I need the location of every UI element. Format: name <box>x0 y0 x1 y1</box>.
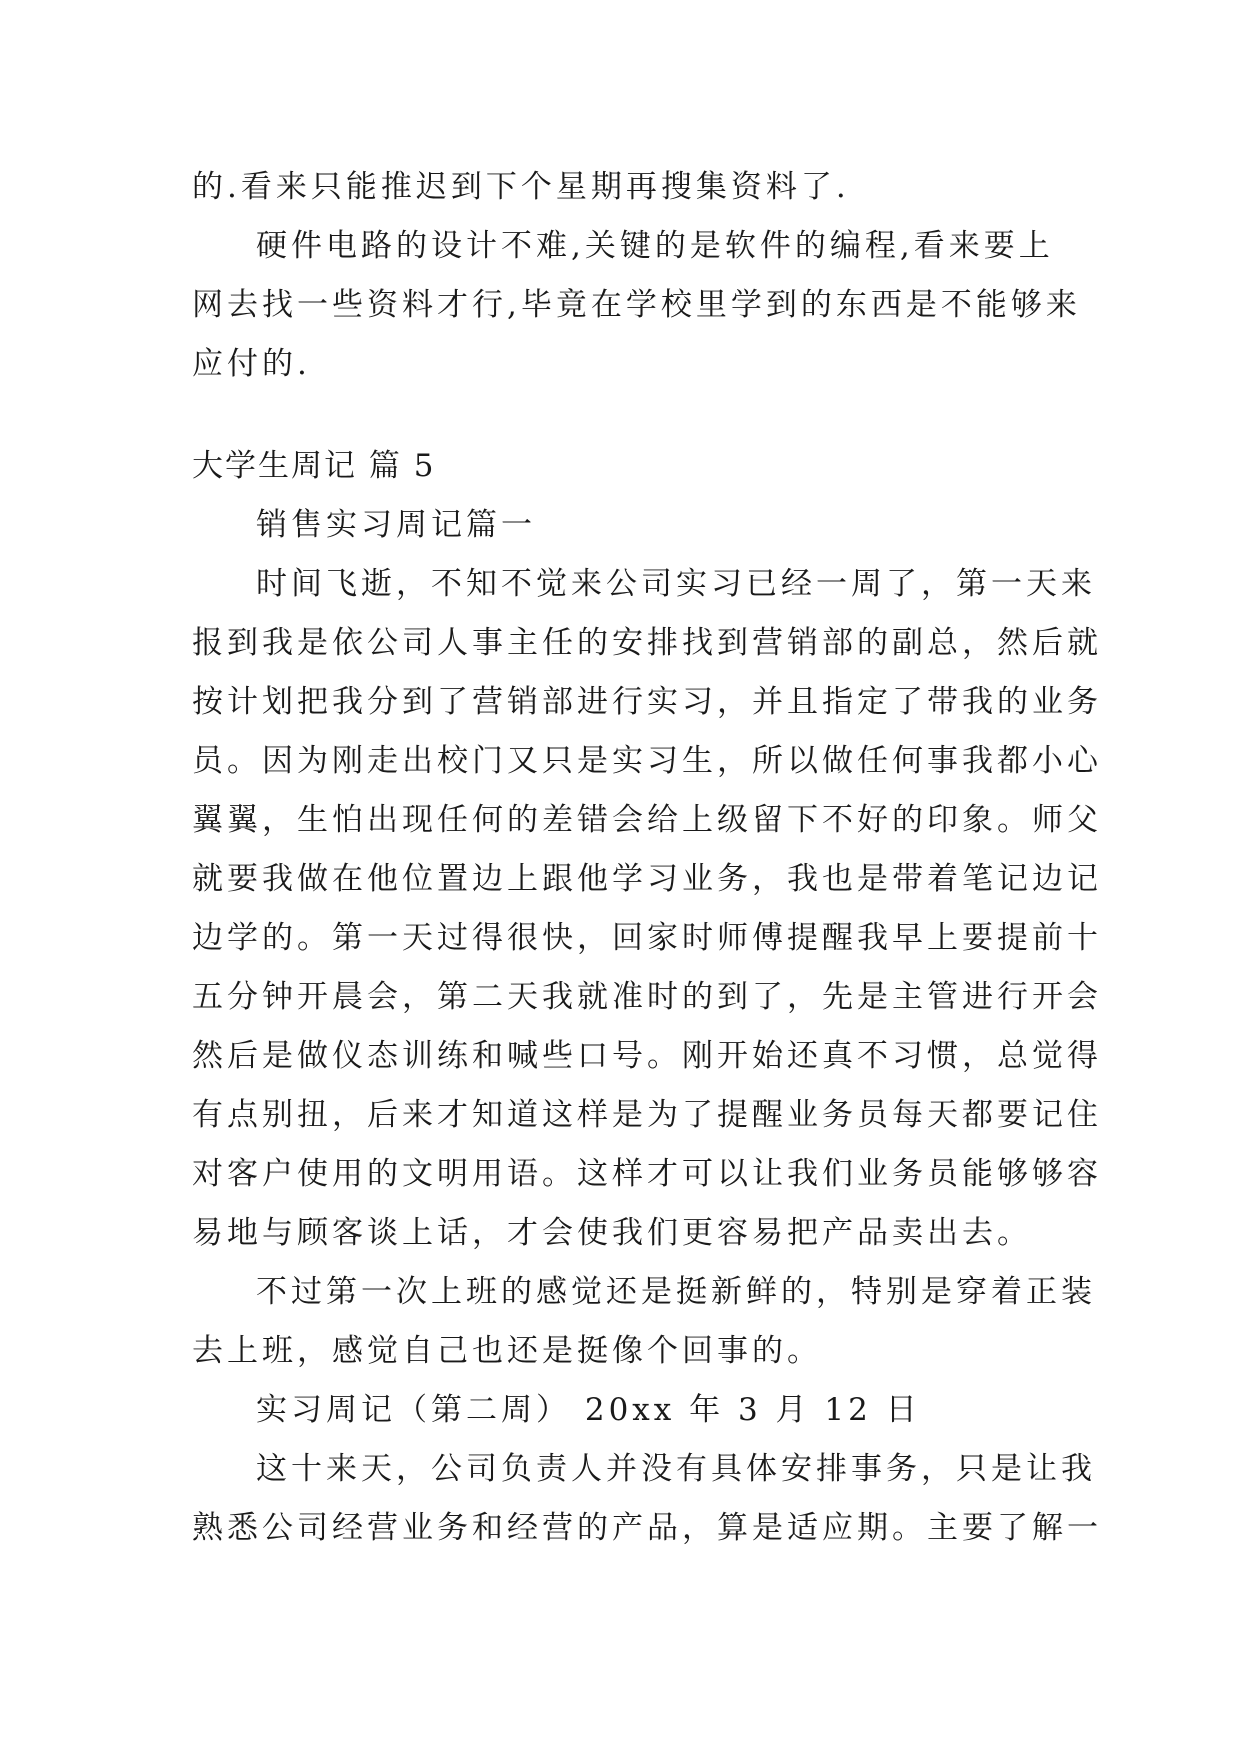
text-line: 去上班，感觉自己也还是挺像个回事的。 <box>192 1333 822 1369</box>
text-line: 的.看来只能推迟到下个星期再搜集资料了. <box>192 169 850 205</box>
text-line: 这十来天，公司负责人并没有具体安排事务，只是让我 <box>256 1451 1096 1487</box>
subtitle: 销售实习周记篇一 <box>256 507 536 543</box>
text-line: 网去找一些资料才行,毕竟在学校里学到的东西是不能够来 <box>192 287 1081 323</box>
section-title: 大学生周记 篇 5 <box>192 448 436 484</box>
text-line: 硬件电路的设计不难,关键的是软件的编程,看来要上 <box>256 228 1054 264</box>
text-line: 不过第一次上班的感觉还是挺新鲜的，特别是穿着正装 <box>256 1274 1096 1310</box>
text-line: 员。因为刚走出校门又只是实习生，所以做任何事我都小心 <box>192 743 1102 779</box>
text-line: 按计划把我分到了营销部进行实习，并且指定了带我的业务 <box>192 684 1102 720</box>
text-line: 报到我是依公司人事主任的安排找到营销部的副总，然后就 <box>192 625 1102 661</box>
text-line: 对客户使用的文明用语。这样才可以让我们业务员能够够容 <box>192 1156 1102 1192</box>
section-spacer <box>192 394 1052 437</box>
week-heading: 实习周记（第二周） 20xx 年 3 月 12 日 <box>256 1392 921 1428</box>
document-page <box>192 158 1102 1558</box>
text-line: 边学的。第一天过得很快，回家时师傅提醒我早上要提前十 <box>192 920 1102 956</box>
text-line: 翼翼，生怕出现任何的差错会给上级留下不好的印象。师父 <box>192 802 1102 838</box>
text-line: 易地与顾客谈上话，才会使我们更容易把产品卖出去。 <box>192 1215 1032 1251</box>
text-line: 有点别扭，后来才知道这样是为了提醒业务员每天都要记住 <box>192 1097 1102 1133</box>
text-line: 应付的. <box>192 346 311 382</box>
text-line: 熟悉公司经营业务和经营的产品，算是适应期。主要了解一 <box>192 1510 1102 1546</box>
text-line: 五分钟开晨会，第二天我就准时的到了，先是主管进行开会 <box>192 979 1102 1015</box>
text-line: 然后是做仪态训练和喊些口号。刚开始还真不习惯，总觉得 <box>192 1038 1102 1074</box>
text-line: 时间飞逝，不知不觉来公司实习已经一周了，第一天来 <box>256 566 1096 602</box>
text-line: 就要我做在他位置边上跟他学习业务，我也是带着笔记边记 <box>192 861 1102 897</box>
